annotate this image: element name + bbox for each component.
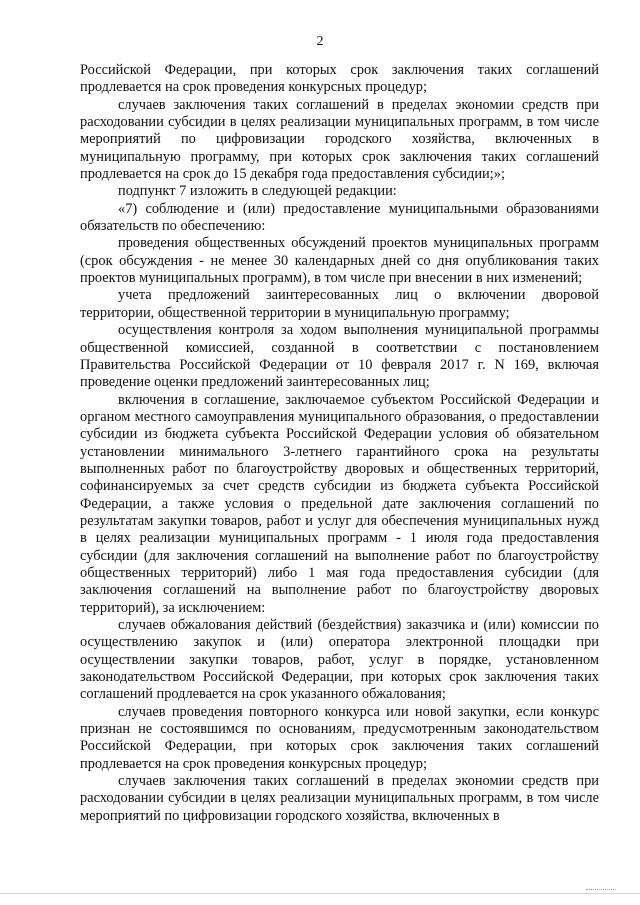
paragraph: учета предложений заинтересованных лиц о включении дворовой территории, общественной территории в муниципальную программу; <box>80 287 599 321</box>
paragraph: «7) соблюдение и (или) предоставление муниципальными образованиями обязательств по обеспечению: <box>80 200 599 235</box>
paragraph: включения в соглашение, заключаемое субъектом Российской Федерации и органом местного самоуправления муниципального образования, о предоставлении субсидии из бюджета субъекта Российской Федерации условия об обязательном установлении минимального 3-летнего гарантийного срока на результаты выполненных работ по благоустройству дворовых и общественных территорий, софинансируемых за счет средств субсидии из бюджета субъекта Российской Федерации, а также условия о предельной дате заключения соглашений по результатам закупки товаров, работ и услуг для обеспечения муниципальных нужд в целях реализации муниципальных программ - 1 июля года предоставления субсидии (для заключения соглашений на выполнение работ по благоустройству общественных территорий) либо 1 мая года предоставления субсидии (для заключения соглашений на выполнение работ по благоустройству дворовых территорий), за исключением: <box>80 391 599 616</box>
paragraph: случаев проведения повторного конкурса или новой закупки, если конкурс признан не состоявшимся по основаниям, предусмотренным законодательством Российской Федерации, при которых срок заключения таких соглашений продлевается на срок проведения конкурсных процедур; <box>80 703 599 772</box>
page-number: 2 <box>316 34 324 49</box>
page-bottom-edge <box>0 893 640 894</box>
paragraph: проведения общественных обсуждений проектов муниципальных программ (срок обсуждения - не менее 30 календарных дней со дня опубликования таких проектов муниципальных программ), в том числе при внесении в них изменений; <box>80 235 599 287</box>
paragraph: осуществления контроля за ходом выполнения муниципальной программы общественной комиссией, созданной в соответствии с постановлением Правительства Российской Федерации от 10 февраля 2017 г. N 169, включая проведение оценки предложений заинтересованных лиц; <box>80 322 599 391</box>
paragraph: случаев заключения таких соглашений в пределах экономии средств при расходовании субсидии в целях реализации муниципальных программ, в том числе мероприятий по цифровизации городского хозяйства, включенных в <box>80 773 599 824</box>
paragraph: Российской Федерации, при которых срок заключения таких соглашений продлевается на срок проведения конкурсных процедур; <box>80 62 599 96</box>
document-body <box>80 62 599 825</box>
paragraph: случаев заключения таких соглашений в пределах экономии средств при расходовании субсидии в целях реализации муниципальных программ, в том числе мероприятий по цифровизации городского хозяйства, включенных в муниципальную программу, при которых срок заключения таких соглашений продлевается на срок до 15 декабря года предоставления субсидии;»; <box>80 96 599 183</box>
paragraph: случаев обжалования действий (бездействия) заказчика и (или) комиссии по осуществлению закупок и (или) оператора электронной площадки при осуществлении закупки товаров, работ, услуг в порядке, установленном законодательством Российской Федерации, при которых срок заключения таких соглашений продлевается на срок указанного обжалования; <box>80 617 599 703</box>
paragraph: подпункт 7 изложить в следующей редакции: <box>118 183 397 200</box>
scan-mark <box>586 889 616 891</box>
